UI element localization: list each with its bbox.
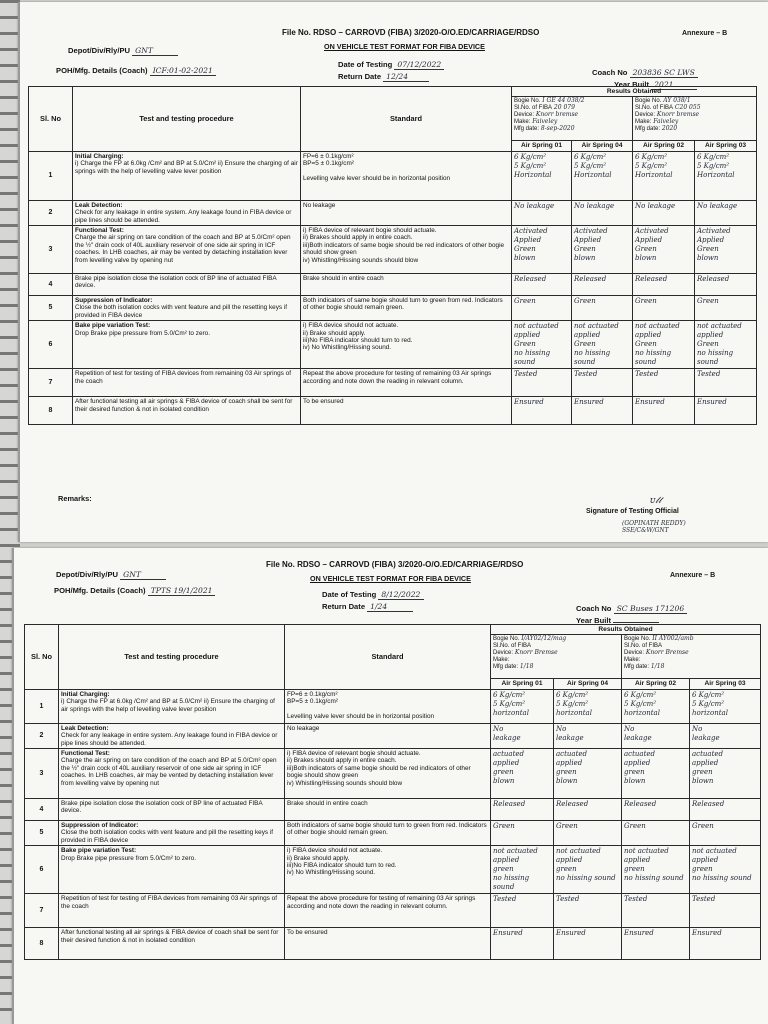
bogie-field-label: Bogie No. (635, 98, 662, 105)
year-built-value (613, 622, 659, 623)
row-test-title: Bake pipe variation Test: (75, 322, 151, 330)
table-row (29, 397, 757, 425)
table-row (25, 821, 761, 846)
test-table (28, 86, 757, 425)
table-row (29, 321, 757, 369)
header-row (25, 625, 761, 635)
table-row (25, 894, 761, 928)
poh-field: POH/Mfg. Details (Coach) TPTS 19/1/2021 (54, 586, 215, 596)
bogie-field-label: Sl.No. of FIBA (635, 105, 674, 112)
depot-value: GNT (120, 570, 166, 580)
result-cell: Released (633, 274, 695, 296)
result-cell: Green (622, 821, 690, 846)
table-row (25, 846, 761, 894)
row-test-procedure (73, 321, 301, 369)
air-spring-header-3: Air Spring 02 (622, 679, 690, 689)
result-cell: Tested (554, 894, 622, 928)
row-standard: i) FIBA device should not actuate. ii) Brake should apply. iii)No FIBA indicator should turn to red. iv) No Whistling/Hissing sound. (301, 321, 512, 369)
result-cell: Activated Applied Green blown (695, 226, 757, 274)
bogie-field-value: 1/18 (518, 662, 534, 670)
air-spring-header-2: Air Spring 04 (554, 679, 622, 689)
bogie-field-label: Device: (493, 650, 514, 656)
row-test-body: Drop Brake pipe pressure from 5.0/Cm² to zero. (61, 854, 196, 862)
row-standard: i) FIBA device should not actuate. ii) Brake should apply. iii)No FIBA indicator should turn to red. iv) No Whistling/Hissing sound. (285, 846, 491, 894)
row-sl: 2 (29, 200, 73, 225)
bogie-field-value: 2020 (660, 124, 678, 132)
bogie-field-value: AY 038/1 (661, 97, 691, 105)
row-sl: 3 (25, 749, 59, 799)
coach-no-field: Coach No SC Buses 171206 (576, 604, 687, 614)
result-cell: actuated applied green blown (690, 749, 761, 799)
col-header-sl: Sl. No (25, 625, 59, 690)
row-test-body: Brake pipe isolation close the isolation cock of BP line of actuated FIBA device. (75, 275, 277, 290)
result-cell: Tested (491, 894, 554, 928)
result-cell: Activated Applied Green blown (633, 226, 695, 274)
depot-field: Depot/Div/Rly/PU GNT (56, 570, 166, 580)
result-cell: Ensured (554, 928, 622, 960)
result-cell: Activated Applied Green blown (512, 226, 572, 274)
result-cell: 6 Kg/cm² 5 Kg/cm² Horizontal (633, 151, 695, 200)
row-sl: 4 (29, 274, 73, 296)
result-cell: not actuated applied Green no hissing sound (572, 321, 633, 369)
bogie-field-2 (493, 650, 619, 657)
row-standard: No leakage (285, 723, 491, 748)
row-standard: Both indicators of same bogie should turn to green from red. Indicators of other bogie should remain green. (301, 296, 512, 321)
row-test-procedure (73, 226, 301, 274)
row-sl: 1 (25, 689, 59, 723)
result-cell: 6 Kg/cm² 5 Kg/cm² horizontal (622, 689, 690, 723)
table-row (29, 200, 757, 225)
table-row (29, 369, 757, 397)
coach-no-field: Coach No 203836 SC LWS (592, 68, 698, 78)
row-sl: 7 (25, 894, 59, 928)
bogie-field-label: Device: (635, 112, 656, 118)
bogie-field-label: Mfg date: (493, 663, 519, 670)
result-cell: Tested (572, 369, 633, 397)
result-cell: No leakage (622, 723, 690, 748)
result-cell: Tested (690, 894, 761, 928)
depot-field: Depot/Div/Rly/PU GNT (68, 46, 178, 56)
bogie-field-value: Faiveley (530, 117, 558, 125)
bogie-field-value: 1/18 (649, 662, 665, 670)
bogie-field-value: Knorr bremse (655, 111, 700, 118)
row-test-body: Repetition of test for testing of FIBA devices from remaining 03 Air springs of the coach (61, 895, 277, 910)
bogie-field-label: Make: (493, 656, 510, 663)
result-cell: not actuated applied green no hissing sound (491, 846, 554, 894)
poh-field: POH/Mfg. Details (Coach) ICF:01-02-2021 (56, 66, 216, 76)
row-test-procedure (73, 369, 301, 397)
bogie-field-value: 20 079 (552, 104, 575, 112)
table-body (29, 87, 757, 425)
row-test-title: Bake pipe variation Test: (61, 847, 137, 855)
row-test-body: Charge the air spring on tare condition of the coach and BP at 5.0/Cm² open the ½" drain cock of 40L auxiliary reservoir of one side air spring in ICF coaches. In LHB coaches, air may be vented by detaching installation lever from levelling valve by opening nut (61, 757, 277, 787)
result-cell: Released (695, 274, 757, 296)
row-sl: 8 (25, 928, 59, 960)
test-sheet-2 (12, 548, 768, 1024)
row-test-body: Close the both isolation cocks with vent feature and pill the resetting keys if provided in FIBA device (61, 829, 274, 844)
col-header-sl: Sl. No (29, 87, 73, 152)
row-test-procedure (59, 846, 285, 894)
result-cell: Tested (633, 369, 695, 397)
result-cell: Green (633, 296, 695, 321)
date-of-testing-value: 07/12/2022 (394, 60, 444, 70)
result-cell: Green (512, 296, 572, 321)
result-cell: 6 Kg/cm² 5 Kg/cm² horizontal (554, 689, 622, 723)
result-cell: not actuated applied green no hissing sound (554, 846, 622, 894)
result-cell: Green (572, 296, 633, 321)
bogie-field-label: Sl.No. of FIBA (514, 105, 553, 112)
row-test-procedure (73, 151, 301, 200)
result-cell: No leakage (690, 723, 761, 748)
result-cell: 6 Kg/cm² 5 Kg/cm² Horizontal (695, 151, 757, 200)
bogie-field-value: I/AY02/12/mag (519, 635, 567, 643)
row-test-body: Drop Brake pipe pressure from 5.0/Cm² to zero. (75, 329, 210, 337)
bogie-field-value: 8-sep-2020 (539, 124, 575, 132)
col-header-results: Results Obtained (512, 87, 757, 97)
bogie-field-label: Sl.No. of FIBA (624, 643, 663, 650)
result-cell: No leakage (633, 200, 695, 225)
row-test-procedure (73, 397, 301, 425)
file-number: File No. RDSO – CARROVD (FIBA) 3/2020-O/O.ED/CARRIAGE/RDSO (266, 560, 524, 569)
return-date-field: Return Date 1/24 (322, 602, 413, 612)
row-test-procedure (59, 799, 285, 821)
bogie-field-label: Bogie No. (624, 636, 651, 643)
result-cell: Green (554, 821, 622, 846)
row-test-title: Initial Charging: (75, 152, 124, 160)
bogie-field-label: Bogie No. (493, 636, 520, 643)
bogie2-details (622, 635, 761, 679)
row-standard: Repeat the above procedure for testing of remaining 03 Air springs according and note down the reading in relevant column. (285, 894, 491, 928)
table-row (29, 151, 757, 200)
bogie-field-3 (493, 657, 619, 664)
bogie-field-4 (514, 126, 630, 133)
row-sl: 3 (29, 226, 73, 274)
row-sl: 2 (25, 723, 59, 748)
result-cell: Released (512, 274, 572, 296)
bogie-field-4 (493, 664, 619, 671)
year-built-value: 2021 (651, 80, 697, 90)
poh-value: ICF:01-02-2021 (150, 66, 216, 76)
row-sl: 1 (29, 151, 73, 200)
result-cell: Ensured (695, 397, 757, 425)
result-cell: Green (491, 821, 554, 846)
air-spring-header-2: Air Spring 04 (572, 141, 633, 151)
bogie1-details (491, 635, 622, 679)
row-test-procedure (59, 928, 285, 960)
result-cell: not actuated applied Green no hissing sound (512, 321, 572, 369)
row-test-title: Functional Test: (75, 227, 124, 235)
row-test-procedure (59, 894, 285, 928)
bogie-field-label: Make: (635, 118, 652, 125)
bogie-field-0 (624, 636, 758, 643)
row-standard: FP=6 ± 0.1kg/cm² BP=5 ± 0.1kg/cm² Levelling valve lever should be in horizontal position (285, 689, 491, 723)
result-cell: Ensured (491, 928, 554, 960)
row-standard: Repeat the above procedure for testing of remaining 03 Air springs according and note down the reading in relevant column. (301, 369, 512, 397)
row-test-title: Suppression of Indicator: (75, 297, 153, 305)
row-test-body: Check for any leakage in entire system. Any leakage found in FIBA device or pipe lines should be attended. (61, 732, 278, 747)
poh-value: TPTS 19/1/2021 (148, 586, 216, 596)
col-header-standard: Standard (301, 87, 512, 152)
bogie-field-value: C20 055 (673, 104, 701, 112)
return-date-field: Return Date 12/24 (338, 72, 429, 82)
table-row (25, 799, 761, 821)
bogie2-details (633, 97, 757, 141)
result-cell: not actuated applied green no hissing sound (622, 846, 690, 894)
row-test-procedure (73, 296, 301, 321)
annexure-label: Annexure – B (682, 30, 728, 37)
return-date-value: 12/24 (383, 72, 429, 82)
return-date-value: 1/24 (367, 602, 413, 612)
result-cell: actuated applied green blown (554, 749, 622, 799)
result-cell: Released (622, 799, 690, 821)
result-cell: Ensured (633, 397, 695, 425)
result-cell: Ensured (622, 928, 690, 960)
row-standard: To be ensured (301, 397, 512, 425)
row-test-body: Repetition of test for testing of FIBA devices from remaining 03 Air springs of the coach (75, 370, 291, 385)
test-table (24, 624, 761, 960)
bogie-field-value: Knorr Bremse (644, 649, 689, 656)
result-cell: No leakage (491, 723, 554, 748)
bogie-field-3 (635, 119, 754, 126)
air-spring-header-4: Air Spring 03 (695, 141, 757, 151)
result-cell: No leakage (512, 200, 572, 225)
table-row (29, 274, 757, 296)
signature-scribble: ᴜ𝓁𝓉 (650, 496, 662, 506)
air-spring-header-3: Air Spring 02 (633, 141, 695, 151)
result-cell: Ensured (512, 397, 572, 425)
air-spring-header-1: Air Spring 01 (512, 141, 572, 151)
row-sl: 7 (29, 369, 73, 397)
result-cell: 6 Kg/cm² 5 Kg/cm² Horizontal (572, 151, 633, 200)
bogie-field-value: Knorr Bremse (513, 649, 558, 656)
row-test-title: Functional Test: (61, 750, 110, 758)
date-of-testing-field: Date of Testing 8/12/2022 (322, 590, 424, 600)
row-standard: Brake should in entire coach (285, 799, 491, 821)
row-standard: Brake should in entire coach (301, 274, 512, 296)
bogie-field-label: Mfg date: (514, 125, 540, 132)
bogie-field-label: Make: (624, 656, 641, 663)
air-spring-header-4: Air Spring 03 (690, 679, 761, 689)
table-row (25, 723, 761, 748)
row-test-body: After functional testing all air springs & FIBA device of coach shall be sent for their desired function & not in isolated condition (75, 398, 293, 413)
bogie-field-label: Sl.No. of FIBA (493, 643, 532, 650)
bogie-field-value: I GE 44 038/2 (540, 97, 585, 105)
result-cell: Released (554, 799, 622, 821)
row-test-title: Initial Charging: (61, 690, 110, 698)
result-cell: Tested (622, 894, 690, 928)
bogie-field-label: Device: (514, 112, 535, 118)
row-test-body: i) Charge the FP at 6.0kg /Cm² and BP at 5.0/Cm² ii) Ensure the charging of air springs with the help of levelling valve lever position (61, 698, 275, 713)
coach-no-value: 203836 SC LWS (630, 68, 698, 78)
result-cell: No leakage (695, 200, 757, 225)
bogie-field-4 (635, 126, 754, 133)
coach-no-value: SC Buses 171206 (614, 604, 688, 614)
result-cell: Tested (512, 369, 572, 397)
result-cell: No leakage (572, 200, 633, 225)
remarks-label: Remarks: (58, 494, 92, 503)
row-test-procedure (73, 200, 301, 225)
table-row (29, 296, 757, 321)
row-sl: 5 (29, 296, 73, 321)
col-header-results: Results Obtained (491, 625, 761, 635)
row-test-body: Check for any leakage in entire system. Any leakage found in FIBA device or pipe lines should be attended. (75, 209, 292, 224)
row-test-procedure (59, 749, 285, 799)
bogie-field-value: Knorr bremse (534, 111, 579, 118)
result-cell: Ensured (690, 928, 761, 960)
signature-label: Signature of Testing Official (586, 508, 679, 515)
result-cell: 6 Kg/cm² 5 Kg/cm² horizontal (690, 689, 761, 723)
row-test-body: Charge the air spring on tare condition of the coach and BP at 5.0/Cm² open the ½" drain cock of 40L auxiliary reservoir of one side air spring in ICF coaches. In LHB coaches, air may be vented by detaching installation lever from levelling valve by opening nut (75, 234, 291, 264)
bogie-field-label: Bogie No. (514, 98, 541, 105)
row-standard: To be ensured (285, 928, 491, 960)
row-test-procedure (59, 723, 285, 748)
bogie-field-3 (624, 657, 758, 664)
table-row (25, 749, 761, 799)
bogie-field-2 (624, 650, 758, 657)
col-header-standard: Standard (285, 625, 491, 690)
result-cell: Activated Applied Green blown (572, 226, 633, 274)
result-cell: actuated applied green blown (622, 749, 690, 799)
form-title: ON VEHICLE TEST FORMAT FOR FIBA DEVICE (324, 42, 485, 51)
row-test-procedure (59, 821, 285, 846)
row-sl: 5 (25, 821, 59, 846)
col-header-test: Test and testing procedure (59, 625, 285, 690)
bogie-field-0 (493, 636, 619, 643)
signer-name: (GOPINATH REDDY) SSE/C&W/GNT (622, 520, 686, 534)
result-cell: not actuated applied green no hissing sound (690, 846, 761, 894)
bogie-field-4 (624, 664, 758, 671)
result-cell: not actuated applied Green no hissing sound (633, 321, 695, 369)
result-cell: Ensured (572, 397, 633, 425)
result-cell: 6 Kg/cm² 5 Kg/cm² horizontal (491, 689, 554, 723)
bogie1-details (512, 97, 633, 141)
result-cell: No leakage (554, 723, 622, 748)
row-standard: FP=6 ± 0.1kg/cm² BP=5 ± 0.1kg/cm² Levelling valve lever should be in horizontal position (301, 151, 512, 200)
bogie-field-value: II AY002/amb (650, 635, 694, 643)
bogie-field-label: Make: (514, 118, 531, 125)
year-built-field: Year Built (576, 616, 659, 625)
table-row (25, 928, 761, 960)
col-header-test: Test and testing procedure (73, 87, 301, 152)
table-body (25, 625, 761, 960)
row-sl: 6 (29, 321, 73, 369)
result-cell: Green (690, 821, 761, 846)
result-cell: Green (695, 296, 757, 321)
date-of-testing-field: Date of Testing 07/12/2022 (338, 60, 444, 70)
form-title: ON VEHICLE TEST FORMAT FOR FIBA DEVICE (310, 574, 471, 583)
header-row (29, 87, 757, 97)
row-sl: 4 (25, 799, 59, 821)
year-built-field: Year Built 2021 (614, 80, 697, 90)
result-cell: Released (491, 799, 554, 821)
row-test-body: Brake pipe isolation close the isolation cock of BP line of actuated FIBA device. (61, 800, 263, 815)
row-sl: 6 (25, 846, 59, 894)
row-sl: 8 (29, 397, 73, 425)
row-standard: i) FIBA device of relevant bogie should actuate. ii) Brakes should apply in entire coach. iii)Both indicators of same bogie should be red indicators of other bogie should show green iv) Whistling/Hissing sounds should blow (285, 749, 491, 799)
bogie-field-label: Mfg date: (624, 663, 650, 670)
test-sheet-1 (18, 2, 768, 542)
annexure-label: Annexure – B (670, 572, 716, 579)
row-test-title: Suppression of Indicator: (61, 822, 139, 830)
result-cell: 6 Kg/cm² 5 Kg/cm² Horizontal (512, 151, 572, 200)
air-spring-header-1: Air Spring 01 (491, 679, 554, 689)
table-row (25, 689, 761, 723)
depot-value: GNT (132, 46, 178, 56)
bogie-field-value: Faiveley (651, 117, 679, 125)
table-row (29, 226, 757, 274)
row-test-body: Close the both isolation cocks with vent feature and pill the resetting keys if provided in FIBA device (75, 304, 288, 319)
row-test-title: Leak Detection: (61, 724, 109, 732)
result-cell: Released (572, 274, 633, 296)
row-standard: i) FIBA device of relevant bogie should actuate. ii) Brakes should apply in entire coach. iii)Both indicators of same bogie should be red indicators of other bogie should show green iv) Whistling/Hissing sounds should blow (301, 226, 512, 274)
result-cell: Released (690, 799, 761, 821)
row-test-body: i) Charge the FP at 6.0kg /Cm² and BP at 5.0/Cm² ii) Ensure the charging of air springs with the help of levelling valve lever position (75, 160, 298, 175)
bogie-field-label: Mfg date: (635, 125, 661, 132)
row-standard: Both indicators of same bogie should turn to green from red. Indicators of other bogie should remain green. (285, 821, 491, 846)
row-test-procedure (73, 274, 301, 296)
row-standard: No leakage (301, 200, 512, 225)
row-test-title: Leak Detection: (75, 201, 123, 209)
result-cell: Tested (695, 369, 757, 397)
bogie-field-label: Device: (624, 650, 645, 656)
file-number: File No. RDSO – CARROVD (FIBA) 3/2020-O/O.ED/CARRIAGE/RDSO (282, 28, 540, 37)
date-of-testing-value: 8/12/2022 (378, 590, 424, 600)
result-cell: actuated applied green blown (491, 749, 554, 799)
row-test-procedure (59, 689, 285, 723)
row-test-body: After functional testing all air springs & FIBA device of coach shall be sent for their desired function & not in isolated condition (61, 929, 279, 944)
result-cell: not actuated applied Green no hissing sound (695, 321, 757, 369)
